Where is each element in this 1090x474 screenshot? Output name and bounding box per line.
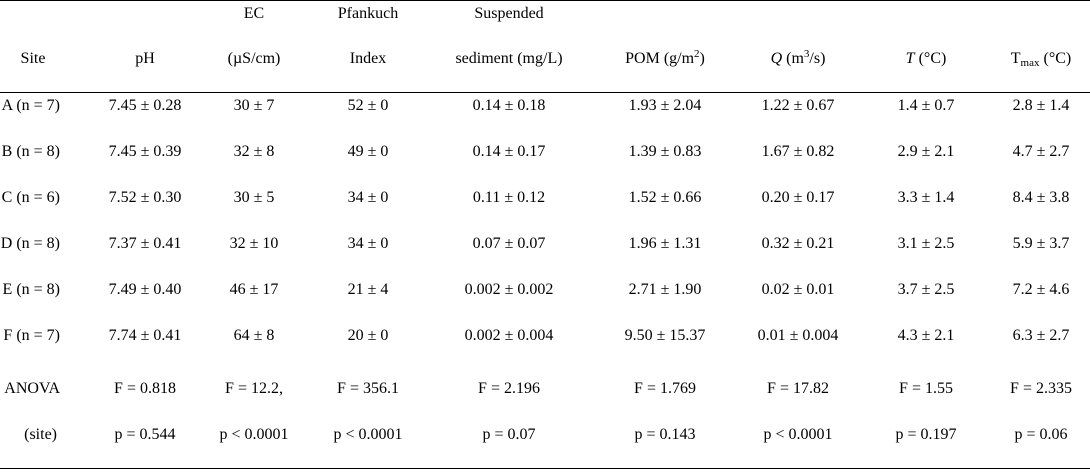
- table-cell-q: 0.32 ± 0.21: [761, 235, 835, 252]
- header-tmax: $T_{max}$ (°C): [1010, 50, 1072, 69]
- table-cell-ec: 32 ± 8: [233, 143, 275, 160]
- table-cell-pom: 1.39 ± 0.83: [628, 143, 702, 160]
- table-cell-pom: 1.93 ± 2.04: [628, 97, 702, 114]
- anova-f-ph: F = 0.818: [114, 380, 176, 397]
- table-cell-ec: 32 ± 10: [229, 235, 279, 252]
- table-cell-pf: 49 ± 0: [347, 143, 389, 160]
- header-ss-line2: sediment (mg/L): [455, 50, 563, 67]
- table-top-rule: [0, 0, 1090, 1]
- anova-p-ph: p = 0.544: [114, 426, 176, 443]
- anova-p-tmax: p = 0.06: [1014, 426, 1068, 443]
- header-pfankuch-line2: Index: [349, 50, 387, 67]
- table-cell-t: 3.7 ± 2.5: [897, 281, 955, 298]
- anova-p-pom: p = 0.143: [634, 426, 696, 443]
- anova-f-tmax: F = 2.335: [1010, 380, 1072, 397]
- anova-label: ANOVA: [4, 380, 60, 397]
- header-site: Site: [20, 50, 46, 67]
- table-cell-tmax: 4.7 ± 2.7: [1012, 143, 1070, 160]
- table-cell-pom: 9.50 ± 15.37: [624, 327, 706, 344]
- table-cell-pom: 1.52 ± 0.66: [628, 189, 702, 206]
- header-temperature: T (°C): [905, 50, 947, 67]
- table-cell-ph: 7.52 ± 0.30: [108, 189, 182, 206]
- table-cell-ec: 30 ± 7: [233, 97, 275, 114]
- anova-f-ss: F = 2.196: [478, 380, 540, 397]
- table-cell-pf: 21 ± 4: [347, 281, 389, 298]
- table-cell-tmax: 5.9 ± 3.7: [1012, 235, 1070, 252]
- table-cell-q: 0.20 ± 0.17: [761, 189, 835, 206]
- row-site-label: E (n = 8): [2, 281, 60, 298]
- anova-label-site: (site): [24, 426, 57, 443]
- anova-f-discharge: F = 17.82: [767, 380, 829, 397]
- anova-p-discharge: p < 0.0001: [763, 426, 833, 443]
- anova-f-pfankuch: F = 356.1: [337, 380, 399, 397]
- row-site-label: B (n = 8): [1, 143, 60, 160]
- anova-p-pfankuch: p < 0.0001: [333, 426, 403, 443]
- table-cell-pf: 34 ± 0: [347, 235, 389, 252]
- table-cell-pf: 52 ± 0: [347, 97, 389, 114]
- table-cell-t: 3.3 ± 1.4: [897, 189, 955, 206]
- table-cell-tmax: 6.3 ± 2.7: [1012, 327, 1070, 344]
- row-site-label: D (n = 8): [0, 235, 60, 252]
- table-cell-q: 1.67 ± 0.82: [761, 143, 835, 160]
- table-cell-ph: 7.74 ± 0.41: [108, 327, 182, 344]
- row-site-label: A (n = 7): [1, 97, 60, 114]
- header-pom: POM $(g/m^2)$: [625, 48, 705, 67]
- table-cell-ss: 0.11 ± 0.12: [472, 189, 546, 206]
- table-cell-ec: 46 ± 17: [229, 281, 279, 298]
- table-cell-ph: 7.45 ± 0.28: [108, 97, 182, 114]
- table-cell-pom: 1.96 ± 1.31: [628, 235, 702, 252]
- table-cell-ph: 7.45 ± 0.39: [108, 143, 182, 160]
- anova-p-temperature: p = 0.197: [895, 426, 957, 443]
- header-ec-line1: EC: [243, 5, 265, 22]
- table-cell-q: 1.22 ± 0.67: [761, 97, 835, 114]
- table-cell-t: 2.9 ± 2.1: [897, 143, 955, 160]
- anova-p-ss: p = 0.07: [482, 426, 536, 443]
- table-cell-ss: 0.14 ± 0.18: [472, 97, 546, 114]
- table-cell-q: 0.01 ± 0.004: [757, 327, 839, 344]
- header-ss-line1: Suspended: [474, 5, 544, 22]
- table-cell-ss: 0.14 ± 0.17: [472, 143, 546, 160]
- anova-f-pom: F = 1.769: [634, 380, 696, 397]
- table-cell-ec: 30 ± 5: [233, 189, 275, 206]
- table-cell-ss: 0.002 ± 0.002: [464, 281, 554, 298]
- anova-p-ec: p < 0.0001: [219, 426, 289, 443]
- table-cell-pf: 34 ± 0: [347, 189, 389, 206]
- row-site-label: F (n = 7): [3, 327, 60, 344]
- table-cell-q: 0.02 ± 0.01: [761, 281, 835, 298]
- header-pfankuch-line1: Pfankuch: [337, 5, 399, 22]
- table-bottom-rule: [0, 468, 1090, 469]
- table-cell-tmax: 7.2 ± 4.6: [1012, 281, 1070, 298]
- row-site-label: C (n = 6): [1, 189, 60, 206]
- table-cell-ss: 0.002 ± 0.004: [464, 327, 554, 344]
- header-ec-line2: (µS/cm): [227, 50, 281, 67]
- header-discharge: Q $(m^3/s)$: [770, 48, 826, 67]
- table-cell-t: 4.3 ± 2.1: [897, 327, 955, 344]
- anova-f-temperature: F = 1.55: [899, 380, 953, 397]
- table-cell-ss: 0.07 ± 0.07: [472, 235, 546, 252]
- table-header-rule: [0, 92, 1090, 93]
- table-cell-tmax: 2.8 ± 1.4: [1012, 97, 1070, 114]
- table-cell-pom: 2.71 ± 1.90: [628, 281, 702, 298]
- table-cell-t: 1.4 ± 0.7: [897, 97, 955, 114]
- table-cell-t: 3.1 ± 2.5: [897, 235, 955, 252]
- table-cell-pf: 20 ± 0: [347, 327, 389, 344]
- table-cell-ph: 7.49 ± 0.40: [108, 281, 182, 298]
- anova-f-ec: F = 12.2,: [225, 380, 283, 397]
- header-ph: pH: [135, 50, 155, 67]
- table-cell-tmax: 8.4 ± 3.8: [1012, 189, 1070, 206]
- table-cell-ph: 7.37 ± 0.41: [108, 235, 182, 252]
- table-cell-ec: 64 ± 8: [233, 327, 275, 344]
